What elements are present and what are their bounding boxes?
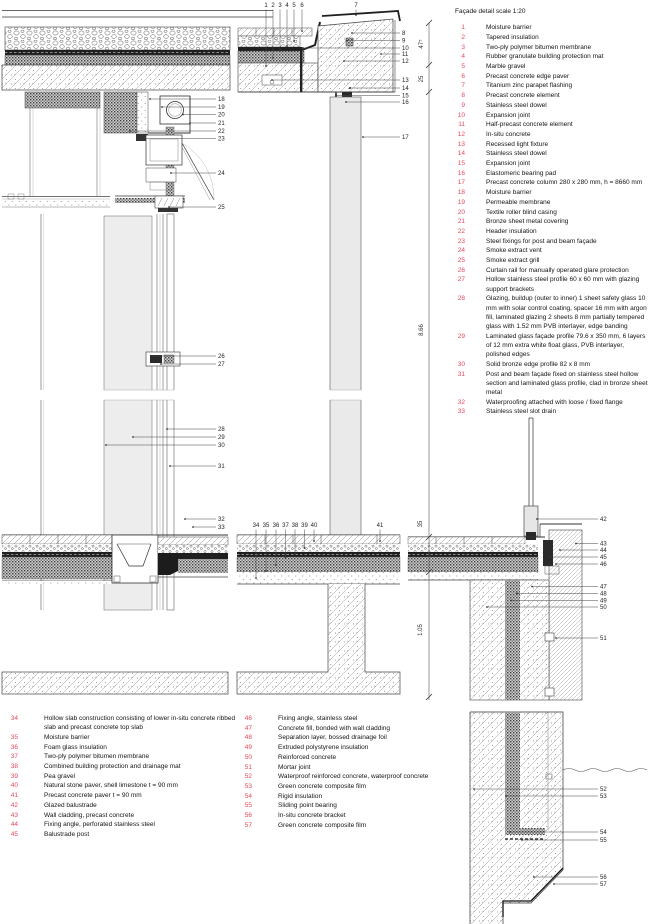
legend-item-text: Moisture barrier xyxy=(486,189,532,197)
legend-item-number: 33 xyxy=(457,408,465,416)
legend-item-number: 15 xyxy=(457,160,465,168)
legend-item-number: 52 xyxy=(244,773,252,781)
detail-roof-over-window xyxy=(2,11,273,213)
legend-item-text: Wall cladding, precast concrete xyxy=(44,811,135,819)
svg-text:18: 18 xyxy=(218,97,225,104)
callout-21 xyxy=(189,121,225,127)
dimension-chain xyxy=(418,20,432,700)
svg-text:31: 31 xyxy=(218,464,225,471)
callout-17 xyxy=(362,135,409,141)
legend-item-number: 56 xyxy=(244,812,252,820)
svg-text:50: 50 xyxy=(600,605,607,612)
legend-item-number: 10 xyxy=(457,111,465,119)
svg-text:23: 23 xyxy=(218,136,225,143)
legend-item xyxy=(455,81,649,90)
legend-item xyxy=(8,781,240,790)
svg-text:9: 9 xyxy=(402,38,406,45)
legend-item-number: 24 xyxy=(457,247,465,255)
legend-item xyxy=(455,246,649,255)
legend-item-number: 35 xyxy=(10,733,18,741)
legend-item xyxy=(455,72,649,81)
legend-item xyxy=(455,208,649,217)
legend-item xyxy=(455,360,649,369)
legend-item xyxy=(242,743,460,752)
legend-item-text: Laminated glass façade profile 79.6 x 350 mm, 6 layers of 12 mm extra white float glass, PVB interlayer, polished edges xyxy=(486,332,646,359)
legend-item-number: 37 xyxy=(10,753,18,761)
legend-item xyxy=(8,714,240,732)
legend-item-number: 9 xyxy=(461,101,465,109)
legend-item-number: 31 xyxy=(457,370,465,378)
legend-item-text: Precast concrete paver t = 90 mm xyxy=(44,792,142,800)
svg-text:27: 27 xyxy=(218,362,225,369)
svg-text:26: 26 xyxy=(218,354,225,361)
legend-item-text: Hollow slab construction consisting of lower in-situ concrete ribbed slab and precast concrete top slab xyxy=(44,715,236,732)
svg-text:5: 5 xyxy=(292,3,296,9)
legend-item xyxy=(242,772,460,781)
svg-text:14: 14 xyxy=(402,86,409,93)
legend-item-text: Tapered insulation xyxy=(486,33,539,41)
svg-text:3: 3 xyxy=(278,3,282,9)
legend-item-text: Green concrete composite film xyxy=(278,821,367,829)
legend-item xyxy=(8,811,240,820)
legend-item-number: 27 xyxy=(457,276,465,284)
legend-item-number: 25 xyxy=(457,257,465,265)
svg-text:43: 43 xyxy=(600,541,607,548)
callout-31 xyxy=(169,464,225,470)
legend-item xyxy=(455,294,649,331)
legend-item xyxy=(242,811,460,820)
svg-text:49: 49 xyxy=(600,598,607,605)
svg-text:1: 1 xyxy=(264,3,268,9)
legend-title: Façade detail scale 1:20 xyxy=(455,8,526,15)
legend-item xyxy=(455,23,649,32)
legend-item-text: Sliding point bearing xyxy=(278,802,337,810)
legend-item-number: 46 xyxy=(244,715,252,722)
legend-item xyxy=(242,792,460,801)
svg-text:45: 45 xyxy=(600,555,607,562)
svg-text:55: 55 xyxy=(600,838,607,845)
section-break xyxy=(0,390,460,400)
legend-item-text: Precast concrete edge paver xyxy=(486,72,570,80)
legend-panel-left xyxy=(8,714,240,840)
legend-item-number: 11 xyxy=(458,121,465,129)
svg-text:15: 15 xyxy=(402,93,409,100)
legend-item xyxy=(455,398,649,407)
legend-item-text: Separation layer, bossed drainage foil xyxy=(278,734,387,742)
legend-item xyxy=(455,149,649,158)
legend-item-text: Hollow stainless steel profile 60 x 60 mm with glazing support brackets xyxy=(486,276,640,293)
legend-item-text: Natural stone paver, shell limestone t = 90 mm xyxy=(44,782,178,790)
legend-item-number: 16 xyxy=(457,169,465,177)
legend-item xyxy=(455,370,649,398)
legend-item-number: 21 xyxy=(457,218,465,226)
legend-item xyxy=(8,733,240,742)
legend-item-text: Half-precast concrete element xyxy=(486,121,573,129)
legend-item xyxy=(455,33,649,42)
legend-item xyxy=(8,772,240,781)
legend-item xyxy=(455,111,649,120)
detail-parapet xyxy=(238,11,400,537)
legend-item-text: Two-ply polymer bitumen membrane xyxy=(486,43,592,51)
legend-item-text: Mortar joint xyxy=(278,763,311,771)
legend-item-number: 3 xyxy=(461,43,465,51)
legend-item-text: Post and beam façade fixed on stainless steel hollow section and laminated glass profile, clad in bronze sheet metal xyxy=(486,370,648,396)
callout-33 xyxy=(192,525,225,531)
svg-text:17: 17 xyxy=(402,135,409,142)
svg-text:28: 28 xyxy=(218,427,225,434)
svg-text:53: 53 xyxy=(600,794,607,801)
legend-item-text: Concrete fill, bonded with wall cladding xyxy=(278,724,391,732)
legend-item-number: 29 xyxy=(457,332,465,340)
legend-item-number: 4 xyxy=(461,53,465,61)
detail-slab-column xyxy=(237,535,400,694)
svg-text:39: 39 xyxy=(301,523,308,529)
svg-text:38: 38 xyxy=(291,523,299,529)
legend-item-number: 8 xyxy=(461,92,465,100)
legend-item-text: Waterproof reinforced concrete, waterproof concrete xyxy=(278,773,429,781)
legend-item-text: Extruded polystyrene insulation xyxy=(278,744,369,752)
detail-terrace-edge xyxy=(408,418,582,700)
wall-cladding xyxy=(549,530,582,700)
svg-text:8: 8 xyxy=(402,31,406,38)
legend-item-number: 57 xyxy=(244,821,252,829)
svg-text:44: 44 xyxy=(600,548,607,555)
legend-item-number: 14 xyxy=(457,150,465,158)
svg-text:10: 10 xyxy=(402,46,409,53)
legend-item-number: 48 xyxy=(244,734,252,742)
callout-32 xyxy=(184,517,225,523)
svg-text:25: 25 xyxy=(218,205,225,212)
legend-item-number: 36 xyxy=(10,743,18,751)
callout-57 xyxy=(553,882,607,888)
svg-text:20: 20 xyxy=(218,112,225,119)
svg-text:34: 34 xyxy=(252,523,260,529)
svg-text:56: 56 xyxy=(600,875,607,882)
legend-item-text: Pea gravel xyxy=(44,772,76,780)
legend-item xyxy=(455,130,649,139)
legend-item-number: 50 xyxy=(244,753,252,761)
svg-text:51: 51 xyxy=(600,636,607,643)
legend-item-text: Header insulation xyxy=(486,227,537,235)
legend-item xyxy=(242,714,460,723)
roller-blind-casing xyxy=(160,96,190,124)
legend-item-number: 45 xyxy=(10,830,18,838)
legend-item-number: 55 xyxy=(244,802,252,810)
dimension-label: 35 xyxy=(418,520,424,528)
legend-item xyxy=(455,140,649,149)
svg-text:24: 24 xyxy=(218,171,225,178)
svg-text:16: 16 xyxy=(402,100,409,107)
svg-text:42: 42 xyxy=(600,517,607,524)
svg-text:57: 57 xyxy=(600,882,607,889)
legend-item-text: Fixing angle, perforated stainless steel xyxy=(44,821,155,829)
legend-item-text: Recessed light fixture xyxy=(486,140,549,148)
legend-item xyxy=(455,169,649,178)
callout-6 xyxy=(300,3,304,32)
legend-item-text: Textile roller blind casing xyxy=(486,208,557,216)
legend-item xyxy=(8,762,240,771)
legend-item-number: 51 xyxy=(244,763,252,771)
svg-text:40: 40 xyxy=(310,523,318,529)
legend-item xyxy=(455,275,649,293)
legend-item-text: Stainless steel slot drain xyxy=(486,408,557,416)
legend-item-text: Foam glass insulation xyxy=(44,743,107,751)
svg-text:19: 19 xyxy=(218,105,225,112)
legend-item-number: 43 xyxy=(10,811,18,819)
svg-text:6: 6 xyxy=(300,3,304,9)
legend-item xyxy=(455,237,649,246)
legend-item-number: 23 xyxy=(457,237,465,245)
callout-42 xyxy=(536,517,607,523)
svg-text:11: 11 xyxy=(402,52,409,59)
svg-text:36: 36 xyxy=(272,523,280,529)
legend-item-text: Stainless steel dowel xyxy=(486,101,547,109)
svg-text:12: 12 xyxy=(402,59,409,66)
legend-item-text: In-situ concrete bracket xyxy=(278,812,346,820)
legend-item xyxy=(242,733,460,742)
legend-item-text: Bronze sheet metal covering xyxy=(486,218,569,226)
legend-item xyxy=(8,752,240,761)
svg-text:47: 47 xyxy=(600,584,607,591)
svg-text:4: 4 xyxy=(285,3,289,9)
legend-item-text: Precast concrete column 280 x 280 mm, h = 8660 mm xyxy=(486,179,643,187)
legend-item-text: Glazing, buildup (outer to inner) 1 sheet safety glass 10 mm with solar control coating, spacer 16 mm with argon fill, laminated glazing 2 sheets 8 mm partially tempered glass with 1.52 mm PVB interlayer, edge banding xyxy=(486,295,647,330)
legend-item-number: 39 xyxy=(10,772,18,780)
legend-item-text: Expansion joint xyxy=(486,111,531,119)
legend-item-text: Glazed balustrade xyxy=(44,801,97,809)
legend-item xyxy=(455,159,649,168)
legend-item xyxy=(242,763,460,772)
svg-text:54: 54 xyxy=(600,830,607,837)
legend-item-number: 5 xyxy=(461,63,465,71)
legend-item-text: Balustrade post xyxy=(44,830,90,838)
legend-item xyxy=(455,91,649,100)
legend-item xyxy=(455,120,649,129)
legend-item xyxy=(242,753,460,762)
legend-item xyxy=(455,198,649,207)
legend-item-number: 38 xyxy=(10,763,18,771)
svg-text:7: 7 xyxy=(354,3,358,9)
precast-column xyxy=(330,97,361,537)
svg-text:33: 33 xyxy=(218,525,225,532)
legend-item-number: 12 xyxy=(457,130,465,138)
legend-item-text: Rubber granulate building protection mat xyxy=(486,53,604,61)
callout-24 xyxy=(170,171,225,177)
legend-item-text: Permeable membrane xyxy=(486,198,551,206)
legend-item-text: Fixing angle, stainless steel xyxy=(278,715,358,722)
legend-item-text: Steel fixings for post and beam façade xyxy=(486,237,597,245)
svg-text:48: 48 xyxy=(600,591,607,598)
legend-item-number: 6 xyxy=(461,72,465,80)
legend-item-text: Titanium zinc parapet flashing xyxy=(486,82,573,90)
svg-text:22: 22 xyxy=(218,129,225,136)
legend-item xyxy=(455,43,649,52)
legend-item-text: Stainless steel dowel xyxy=(486,150,547,158)
legend-item-text: Curtain rail for manually operated glare protection xyxy=(486,266,629,274)
legend-item-text: Smoke extract grill xyxy=(486,257,540,265)
svg-text:21: 21 xyxy=(218,121,225,128)
legend-item-text: In-situ concrete xyxy=(486,130,531,138)
legend-item-number: 44 xyxy=(10,821,18,829)
legend-item xyxy=(242,801,460,810)
legend-item-number: 42 xyxy=(10,801,18,809)
legend-item xyxy=(455,227,649,236)
legend-item xyxy=(8,791,240,800)
legend-item-text: Expansion joint xyxy=(486,160,531,168)
legend-item-number: 22 xyxy=(457,227,465,235)
legend-item xyxy=(8,743,240,752)
legend-item-number: 19 xyxy=(457,198,465,206)
legend-item-text: Moisture barrier xyxy=(486,24,532,32)
legend-item-number: 41 xyxy=(10,792,18,800)
dimension-label: 47⁵ xyxy=(419,39,425,49)
legend-item-text: Solid bronze edge profile 82 x 8 mm xyxy=(486,360,591,368)
svg-text:2: 2 xyxy=(271,3,275,9)
legend-item xyxy=(455,52,649,61)
dimension-label: 25 xyxy=(419,75,425,83)
legend-item xyxy=(455,266,649,275)
detail-terrace-drain xyxy=(2,535,228,694)
legend-item-number: 47 xyxy=(244,724,252,732)
legend-item xyxy=(455,332,649,360)
ground-level-line xyxy=(563,769,647,772)
legend-item xyxy=(455,217,649,226)
svg-text:41: 41 xyxy=(376,523,384,529)
svg-text:30: 30 xyxy=(218,443,225,450)
legend-item-text: Combined building protection and drainage mat xyxy=(44,763,181,771)
legend-item xyxy=(242,821,460,830)
legend-item xyxy=(8,820,240,829)
legend-item xyxy=(242,724,460,733)
legend-panel-main xyxy=(455,7,649,417)
svg-text:32: 32 xyxy=(218,517,225,524)
svg-text:29: 29 xyxy=(218,435,225,442)
svg-text:35: 35 xyxy=(262,523,270,529)
legend-item-number: 40 xyxy=(10,782,18,790)
legend-item-text: Two-ply polymer bitumen membrane xyxy=(44,753,150,761)
detail-basement-wall xyxy=(470,712,647,924)
legend-item xyxy=(455,62,649,71)
legend-item-text: Waterproofing attached with loose / fixed flange xyxy=(486,398,623,406)
legend-item-text: Smoke extract vent xyxy=(486,247,542,255)
legend-item xyxy=(455,407,649,416)
svg-text:52: 52 xyxy=(600,787,607,794)
legend-item-text: Marble gravel xyxy=(486,63,526,71)
legend-item-number: 17 xyxy=(457,179,465,187)
legend-item xyxy=(8,801,240,810)
legend-item-text: Rigid insulation xyxy=(278,792,323,800)
legend-item-number: 54 xyxy=(244,792,252,800)
balustrade-base xyxy=(524,506,538,536)
callout-28 xyxy=(166,427,225,433)
legend-item xyxy=(455,188,649,197)
legend-item-number: 20 xyxy=(457,208,465,216)
legend-item-text: Moisture barrier xyxy=(44,733,90,741)
svg-text:13: 13 xyxy=(402,78,409,85)
legend-item xyxy=(455,178,649,187)
legend-item-number: 7 xyxy=(461,82,465,90)
legend-item-text: Precast concrete element xyxy=(486,92,560,100)
legend-item-number: 1 xyxy=(461,24,465,32)
legend-panel-mid xyxy=(242,714,460,830)
legend-item xyxy=(242,782,460,791)
legend-list-main xyxy=(455,23,649,416)
legend-item-number: 28 xyxy=(457,295,465,303)
legend-item xyxy=(455,256,649,265)
legend-item-number: 26 xyxy=(457,266,465,274)
legend-item-text: Green concrete composite film xyxy=(278,782,367,790)
dimension-label: 8.66 xyxy=(419,324,425,336)
legend-item-number: 13 xyxy=(457,140,465,148)
legend-item-number: 32 xyxy=(457,398,465,406)
legend-item-number: 30 xyxy=(457,360,465,368)
svg-text:37: 37 xyxy=(282,523,289,529)
legend-item-text: Elastomeric bearing pad xyxy=(486,169,557,177)
legend-item-number: 18 xyxy=(457,189,465,197)
svg-text:46: 46 xyxy=(600,562,607,569)
legend-item-number: 53 xyxy=(244,782,252,790)
legend-item xyxy=(8,830,240,839)
legend-item-number: 34 xyxy=(10,715,18,722)
dimension-label: 1.05 xyxy=(418,624,424,636)
legend-item-number: 49 xyxy=(244,744,252,752)
legend-item xyxy=(455,101,649,110)
legend-item-text: Reinforced concrete xyxy=(278,753,337,761)
legend-item-number: 2 xyxy=(461,33,465,41)
